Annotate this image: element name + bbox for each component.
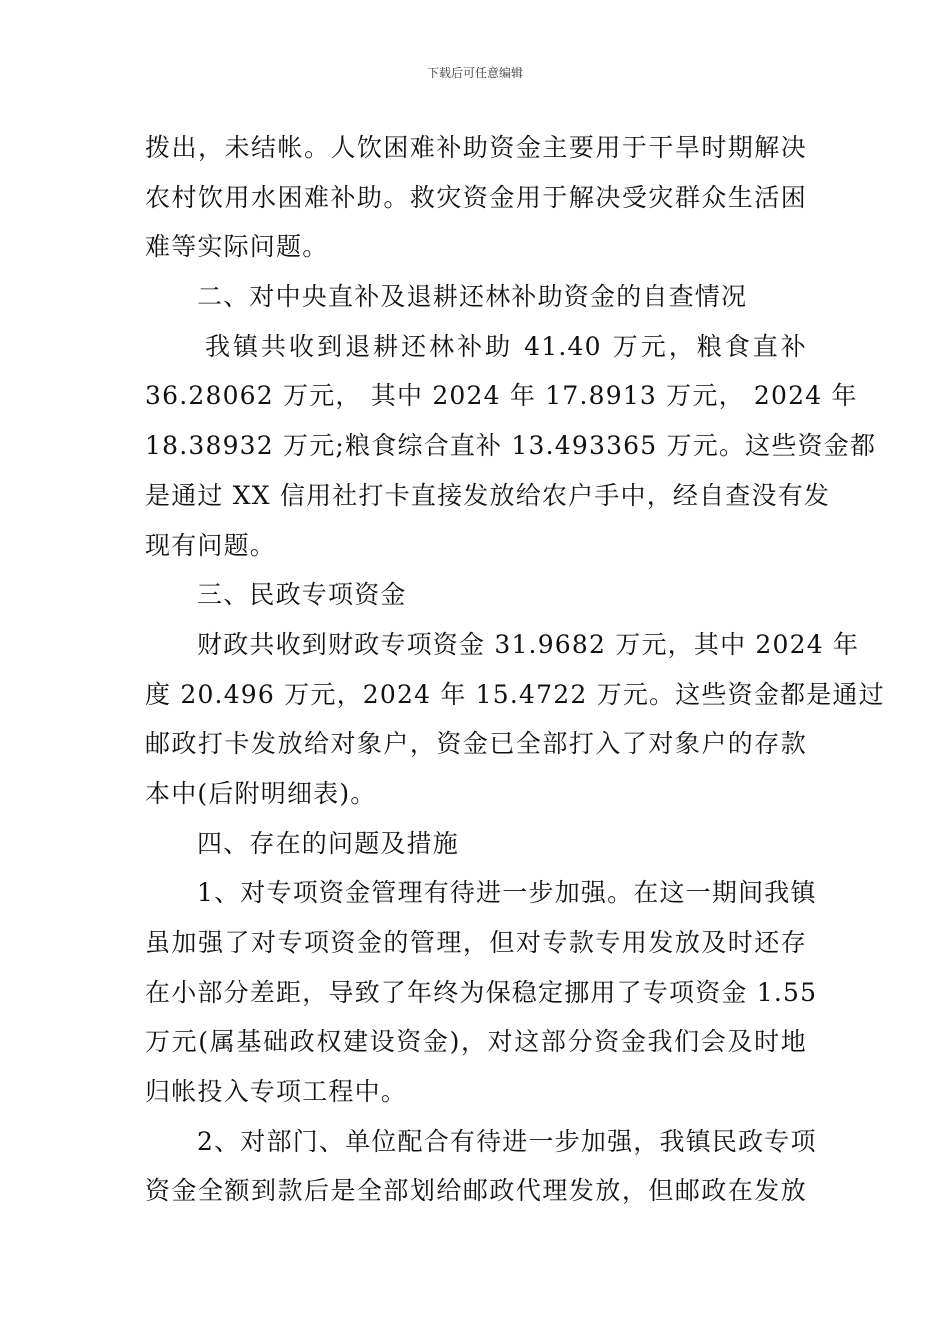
body-line: 2、对部门、单位配合有待进一步加强，我镇民政专项	[197, 1126, 817, 1156]
section-heading-2: 二、对中央直补及退耕还林补助资金的自查情况	[197, 282, 748, 312]
body-line: 财政共收到财政专项资金 31.9682 万元，其中 2024 年	[197, 629, 860, 659]
body-line: 36.28062 万元， 其中 2024 年 17.8913 万元， 2024 年	[145, 381, 858, 411]
section-heading-4: 四、存在的问题及措施	[197, 828, 460, 858]
body-line: 18.38932 万元;粮食综合直补 13.493365 万元。这些资金都	[145, 431, 877, 461]
section-heading-3: 三、民政专项资金	[197, 580, 407, 610]
body-line: 难等实际问题。	[145, 232, 329, 262]
body-line: 万元(属基础政权建设资金)，对这部分资金我们会及时地	[145, 1027, 807, 1057]
body-line: 拨出，未结帐。人饮困难补助资金主要用于干旱时期解决	[145, 133, 807, 162]
body-line: 在小部分差距，导致了年终为保稳定挪用了专项资金 1.55	[145, 977, 818, 1007]
document-body	[145, 123, 885, 1216]
body-line: 虽加强了对专项资金的管理，但对专款专用发放及时还存	[145, 928, 807, 957]
body-line: 农村饮用水困难补助。救灾资金用于解决受灾群众生活困	[145, 182, 807, 212]
body-line: 1、对专项资金管理有待进一步加强。在这一期间我镇	[197, 878, 817, 908]
body-line: 本中(后附明细表)。	[145, 778, 377, 808]
body-line: 归帐投入专项工程中。	[145, 1077, 408, 1107]
body-line: 资金全额到款后是全部划给邮政代理发放，但邮政在发放	[145, 1176, 807, 1206]
body-line: 度 20.496 万元，2024 年 15.4722 万元。这些资金都是通过	[145, 679, 885, 709]
body-line: 是通过 XX 信用社打卡直接发放给农户手中，经自查没有发	[145, 480, 831, 510]
body-line: 邮政打卡发放给对象户，资金已全部打入了对象户的存款	[145, 729, 807, 759]
page-header: 下载后可任意编辑	[426, 66, 523, 80]
body-line: 我镇共收到退耕还林补助 41.40 万元，粮食直补	[205, 331, 807, 361]
body-line: 现有问题。	[145, 530, 277, 560]
